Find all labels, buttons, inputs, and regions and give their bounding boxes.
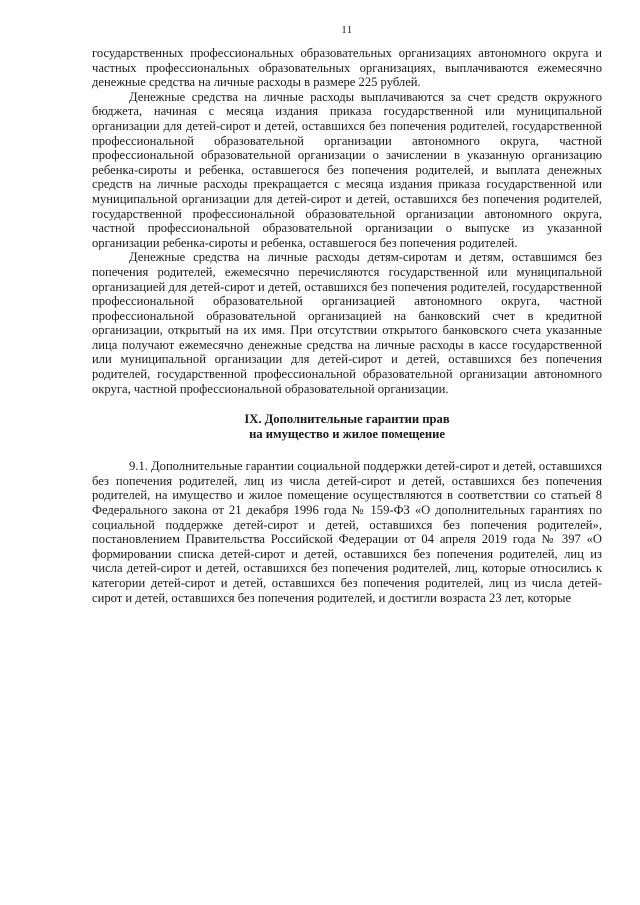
paragraph-9-1: 9.1. Дополнительные гарантии социальной поддержки детей-сирот и детей, оставшихся без попечения родителей, лиц из числа детей-сирот и детей, оставшихся без попечения родителей, на имущество и жилое помещение осуществляются в соответствии со статьей 8 Федерального закона от 21 декабря 1996 года № 159-ФЗ «О дополнительных гарантиях по социальной поддержке детей-сирот и детей, оставшихся без попечения родителей», постановлением Правительства Российской Федерации от 04 апреля 2019 года № 397 «О формировании списка детей-сирот и детей, оставшихся без попечения родителей, лиц из числа детей-сирот и детей, оставшихся без попечения родителей, лиц, которые относились к категории детей-сирот и детей, оставшихся без попечения родителей, лиц из числа детей-сирот и детей, оставшихся без попечения родителей, и достигли возраста 23 лет, которые <box>92 459 602 605</box>
document-page <box>92 24 602 605</box>
page-number: 11 <box>341 24 353 36</box>
section-heading-line-1: IX. Дополнительные гарантии прав <box>244 412 450 427</box>
paragraph-continuation: государственных профессиональных образовательных организациях автономного округа и частных профессиональных образовательных организациях, выплачиваются ежемесячно денежные средства на личные расходы в размере 225 рублей. <box>92 46 602 90</box>
section-heading-line-2: на имущество и жилое помещение <box>249 427 445 442</box>
paragraph-personal-expenses-funding: Денежные средства на личные расходы выплачиваются за счет средств окружного бюджета, начиная с месяца издания приказа государственной или муниципальной организации для детей-сирот и детей, оставшихся без попечения родителей, государственной профессиональной образовательной организации автономного округа, частной профессиональной образовательной организации о зачислении в указанную организацию ребенка-сироты и ребенка, оставшегося без попечения родителей, и выплата денежных средств на личные расходы прекращается с месяца издания приказа государственной или муниципальной организации для детей-сирот и детей, оставшихся без попечения родителей, государственной профессиональной образовательной организации автономного округа, частной профессиональной образовательной организации о выпуске из указанной организации ребенка-сироты и ребенка, оставшегося без попечения родителей. <box>92 89 602 250</box>
section-heading <box>92 412 602 442</box>
paragraph-personal-expenses-transfer: Денежные средства на личные расходы детям-сиротам и детям, оставшимся без попечения родителей, ежемесячно перечисляются государственной или муниципальной организацией для детей-сирот и детей, оставшихся без попечения родителей, государственной профессиональной образовательной организацией автономного округа, частной профессиональной образовательной организацией на банковский счет в кредитной организации, открытый на их имя. При отсутствии открытого банковского счета указанные лица получают ежемесячно денежные средства на личные расходы в кассе государственной или муниципальной организации для детей-сирот и детей, оставшихся без попечения родителей, государственной профессиональной образовательной организации автономного округа, частной профессиональной образовательной организации. <box>92 250 602 396</box>
